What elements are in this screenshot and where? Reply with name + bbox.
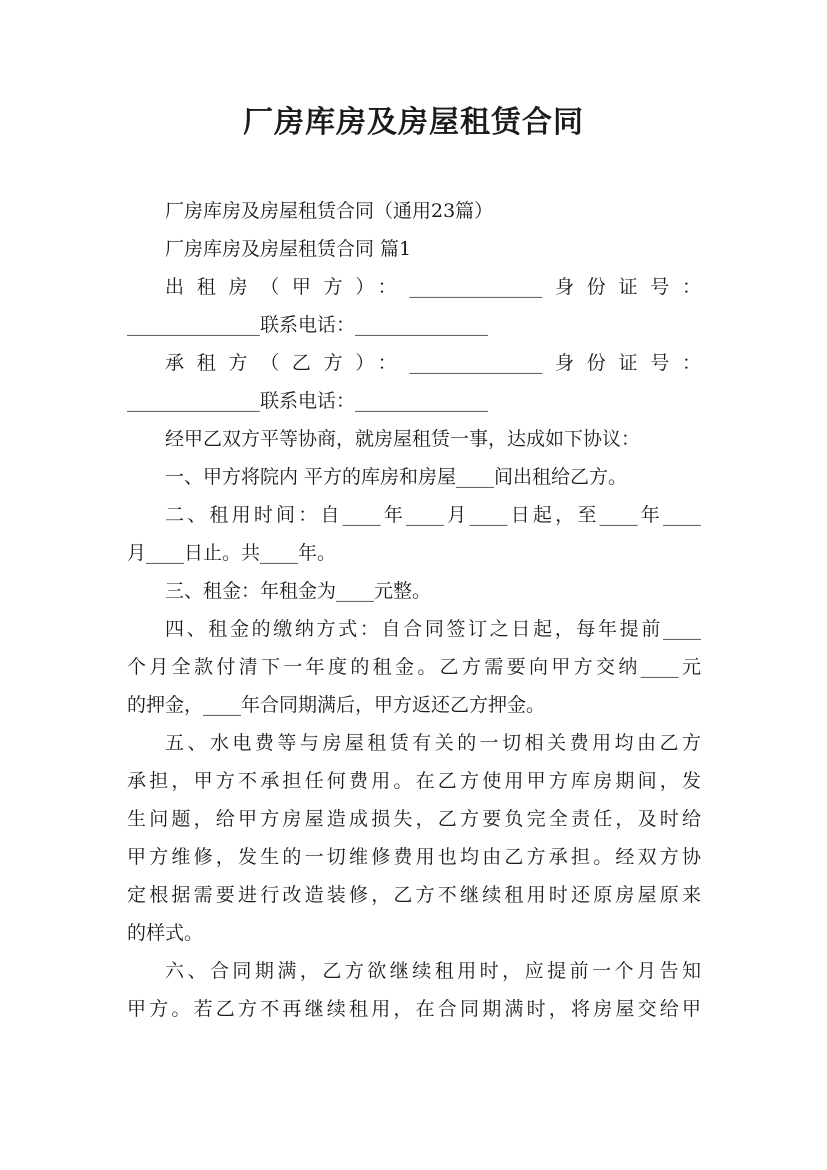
clause-2-line-2: 月____日止。共____年。 <box>127 542 337 564</box>
subtitle-line: 厂房库房及房屋租赁合同（通用23篇） <box>165 200 494 222</box>
section-heading: 厂房库房及房屋租赁合同 篇1 <box>165 238 412 260</box>
intro-paragraph: 经甲乙双方平等协商，就房屋租赁一事，达成如下协议： <box>165 428 641 450</box>
lessor-line-2: ______________联系电话：______________ <box>127 314 489 336</box>
lessee-line-2: ______________联系电话：______________ <box>127 390 489 412</box>
clause-5-line-5: 定根据需要进行改造装修，乙方不继续租用时还原房屋原来 <box>127 884 701 906</box>
clause-4-line-3: 的押金，____年合同期满后，甲方返还乙方押金。 <box>127 694 546 716</box>
clause-3: 三、租金：年租金为____元整。 <box>165 580 432 602</box>
clause-6-line-2: 甲方。若乙方不再继续租用，在合同期满时，将房屋交给甲 <box>127 998 701 1020</box>
clause-2-line-1: 二、租用时间：自____年____月____日起，至____年____ <box>165 504 701 526</box>
document-title: 厂房库房及房屋租赁合同 <box>243 105 584 140</box>
lessor-line-1: 出租房（甲方）：______________身份证号： <box>165 276 701 298</box>
clause-5-line-6: 的样式。 <box>127 922 204 944</box>
clause-5-line-3: 生问题，给甲方房屋造成损失，乙方要负完全责任，及时给 <box>127 808 701 830</box>
clause-4-line-1: 四、租金的缴纳方式：自合同签订之日起，每年提前____ <box>165 618 701 640</box>
clause-1: 一、甲方将院内 平方的库房和房屋____间出租给乙方。 <box>165 466 628 488</box>
clause-4-line-2: 个月全款付清下一年度的租金。乙方需要向甲方交纳____元 <box>127 656 701 678</box>
clause-5-line-2: 承担，甲方不承担任何费用。在乙方使用甲方库房期间，发 <box>127 770 701 792</box>
clause-6-line-1: 六、合同期满，乙方欲继续租用时，应提前一个月告知 <box>165 960 701 982</box>
clause-5-line-4: 甲方维修，发生的一切维修费用也均由乙方承担。经双方协 <box>127 846 701 868</box>
lessee-line-1: 承租方（乙方）：______________身份证号： <box>165 352 701 374</box>
document-body <box>127 192 701 1028</box>
clause-5-line-1: 五、水电费等与房屋租赁有关的一切相关费用均由乙方 <box>165 732 701 754</box>
